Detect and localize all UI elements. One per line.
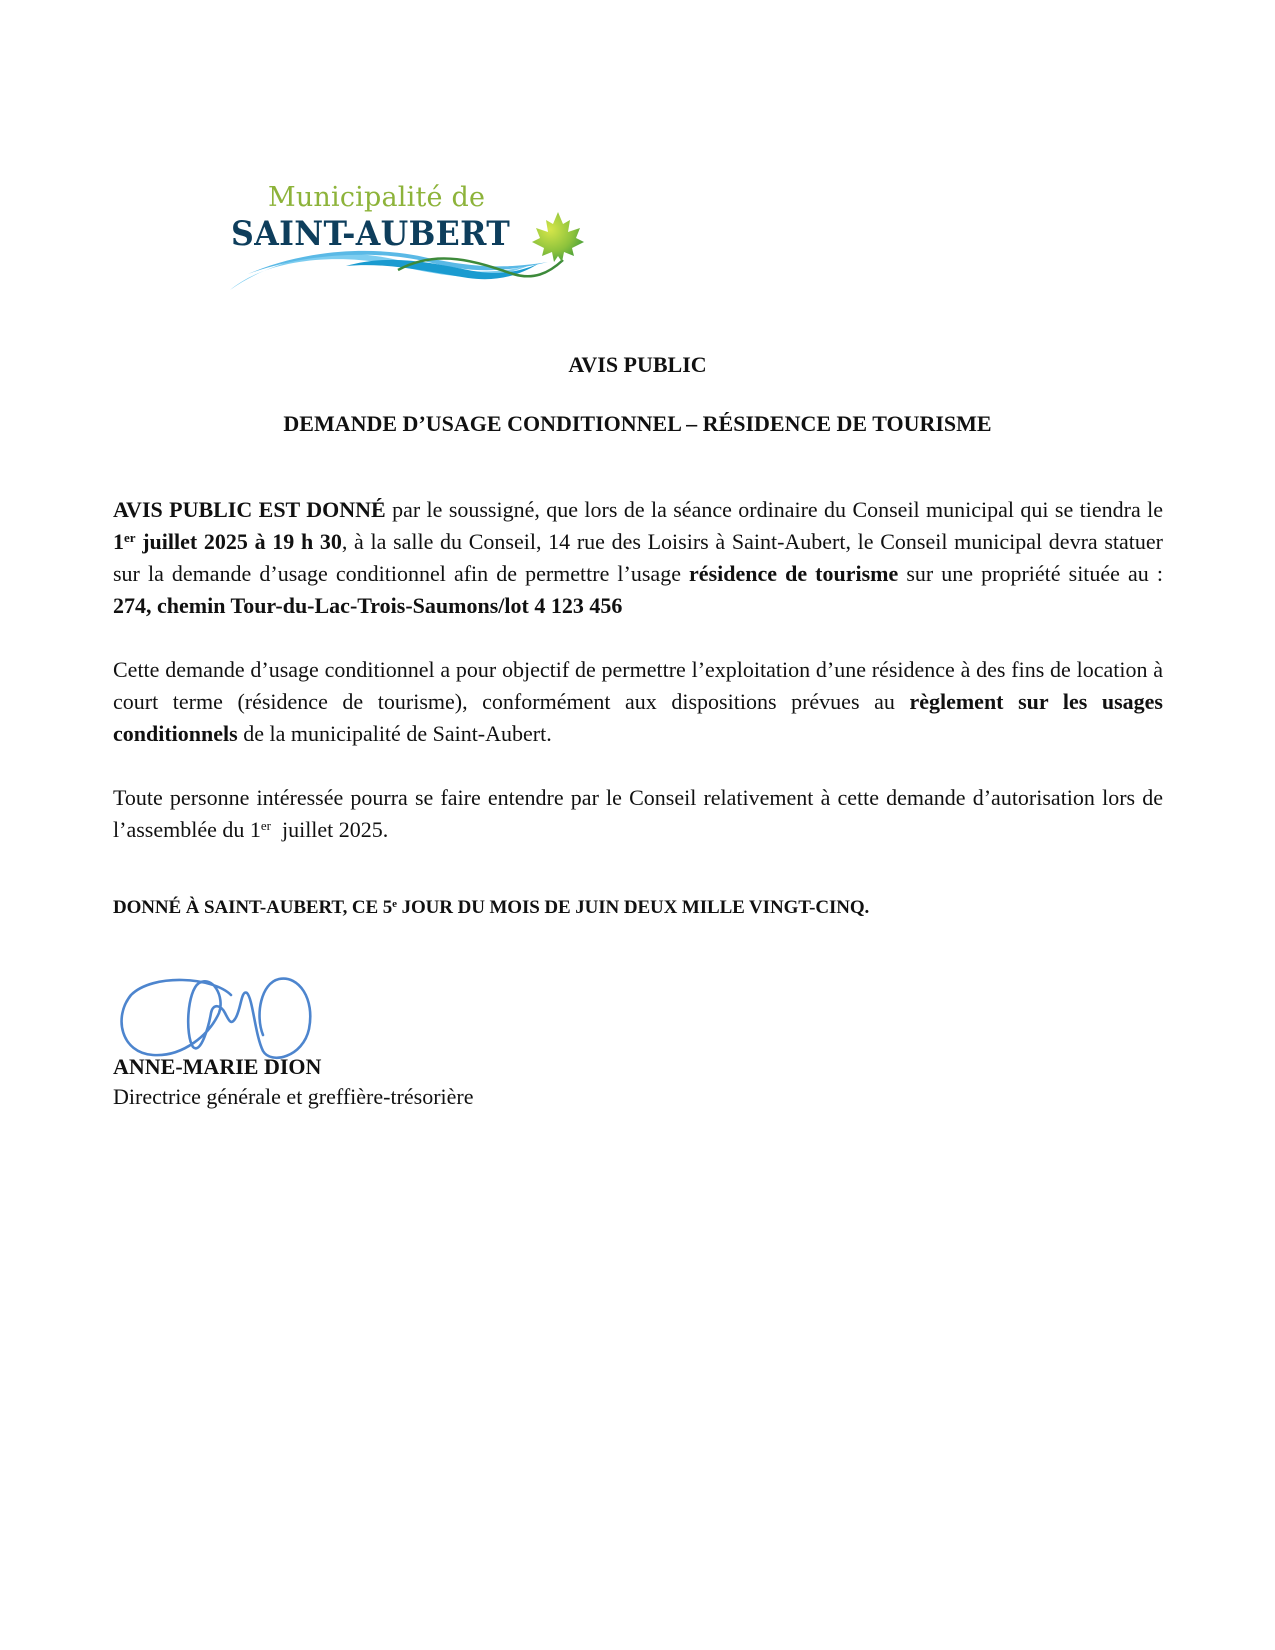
notice-paragraph-2 [113,654,1163,750]
wave-light [230,254,528,290]
property-address: 274, chemin Tour-du-Lac-Trois-Saumons/lot 4 123 456 [113,593,623,618]
handwritten-signature-icon [113,955,333,1065]
p3-text-2: juillet 2025. [270,817,389,842]
meeting-date-day: 1 [113,529,124,554]
municipality-logo [228,178,588,298]
p2-text-2: de la municipalité de Saint-Aubert. [237,721,552,746]
logo-line-saint-aubert: SAINT-AUBERT [231,214,511,254]
logo-line-municipalite: Municipalité de [268,182,486,213]
closing-text-2: JOUR DU MOIS DE JUIN DEUX MILLE VINGT-CINQ. [396,897,870,918]
closing-text-1: DONNÉ À SAINT-AUBERT, CE 5 [113,897,393,918]
signatory-title: Directrice générale et greffière-trésorière [113,1084,474,1109]
signatory-name: ANNE-MARIE DION [113,1054,322,1079]
p1-text-2: , à la salle du Conseil, 14 rue des Loisirs à Saint-Aubert, le Conseil municipal devra statuer sur la demande d’usage conditionnel afin de permettre l’usage [113,529,1163,586]
usage-type: résidence de tourisme [689,561,899,586]
notice-paragraph-1 [113,494,1163,622]
lead-bold: AVIS PUBLIC EST DONNÉ [113,497,386,522]
p1-text-1: par le soussigné, que lors de la séance ordinaire du Conseil municipal qui se tiendra le [385,497,1163,522]
notice-paragraph-3 [113,782,1163,846]
meeting-date-rest: juillet 2025 à 19 h 30 [135,529,342,554]
closing-sup: e [392,897,397,910]
notice-subtitle: DEMANDE D’USAGE CONDITIONNEL – RÉSIDENCE DE TOURISME [283,411,992,436]
bylaw-reference: règlement sur les usages conditionnels [113,689,1163,746]
meeting-date-sup: er [124,529,136,545]
p3-sup: er [260,817,271,833]
closing-statement [113,897,869,919]
p3-text-1: Toute personne intéressée pourra se faire entendre par le Conseil relativement à cette demande d’autorisation lors de l’assemblée du 1 [113,785,1163,842]
p2-text-1: Cette demande d’usage conditionnel a pour objectif de permettre l’exploitation d’une résidence à des fins de location à court terme (résidence de tourisme), conformément aux dispositions prévues au [113,657,1163,714]
maple-leaf-icon [532,212,584,262]
notice-title: AVIS PUBLIC [568,352,707,377]
p1-text-3: sur une propriété située au : [898,561,1163,586]
meeting-date [113,529,342,554]
